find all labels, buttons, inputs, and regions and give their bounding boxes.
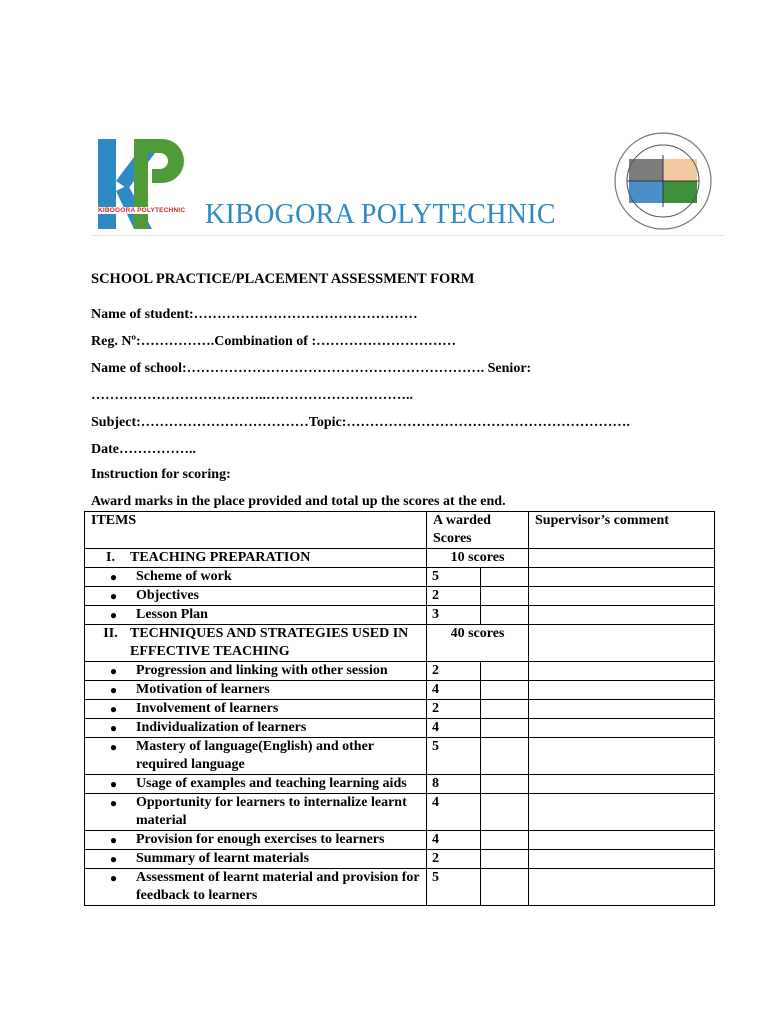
logo-caption: KIBOGORA POLYTECHNIC bbox=[98, 207, 186, 214]
bullet-icon: ● bbox=[109, 833, 118, 847]
bullet-icon: ● bbox=[109, 721, 118, 735]
table-row bbox=[85, 775, 715, 794]
table-row bbox=[85, 738, 715, 775]
bullet-icon: ● bbox=[109, 702, 118, 716]
institution-name: KIBOGORA POLYTECHNIC bbox=[205, 198, 556, 231]
bullet-icon: ● bbox=[109, 852, 118, 866]
item-label: Assessment of learnt material and provision for feedback to learners bbox=[136, 870, 420, 903]
awarded-score-cell[interactable] bbox=[481, 831, 529, 850]
awarded-score-cell[interactable] bbox=[481, 568, 529, 587]
awarded-score-cell[interactable] bbox=[481, 700, 529, 719]
table-row bbox=[85, 662, 715, 681]
section-row bbox=[85, 549, 715, 568]
awarded-score-cell[interactable] bbox=[481, 606, 529, 625]
comment-cell[interactable] bbox=[529, 662, 715, 681]
item-label: Summary of learnt materials bbox=[136, 851, 310, 866]
comment-cell[interactable] bbox=[529, 606, 715, 625]
awarded-score-cell[interactable] bbox=[481, 719, 529, 738]
table-row bbox=[85, 606, 715, 625]
item-label: Mastery of language(English) and other required language bbox=[136, 739, 374, 772]
header-items: ITEMS bbox=[85, 512, 427, 549]
kibogora-logo-icon bbox=[94, 133, 186, 233]
bullet-icon: ● bbox=[109, 740, 118, 754]
comment-cell[interactable] bbox=[529, 850, 715, 869]
senior-field-continuation[interactable]: ………………………………..………………………….. bbox=[91, 388, 413, 403]
comment-cell[interactable] bbox=[529, 738, 715, 775]
item-max-score: 2 bbox=[427, 662, 481, 681]
bullet-icon: ● bbox=[109, 570, 118, 584]
bullet-icon: ● bbox=[109, 871, 118, 885]
bullet-icon: ● bbox=[109, 796, 118, 810]
awarded-score-cell[interactable] bbox=[481, 681, 529, 700]
item-label: Involvement of learners bbox=[136, 701, 279, 716]
header-comment: Supervisor’s comment bbox=[529, 512, 715, 549]
table-row bbox=[85, 831, 715, 850]
awarded-score-cell[interactable] bbox=[481, 738, 529, 775]
awarded-score-cell[interactable] bbox=[481, 587, 529, 606]
comment-cell[interactable] bbox=[529, 681, 715, 700]
table-row bbox=[85, 587, 715, 606]
comment-cell[interactable] bbox=[529, 719, 715, 738]
comment-cell[interactable] bbox=[529, 587, 715, 606]
item-label: Provision for enough exercises to learners bbox=[136, 832, 385, 847]
scoring-instruction-heading: Instruction for scoring: bbox=[91, 467, 231, 482]
table-row bbox=[85, 700, 715, 719]
bullet-icon: ● bbox=[109, 608, 118, 622]
awarded-score-cell[interactable] bbox=[481, 794, 529, 831]
item-max-score: 4 bbox=[427, 831, 481, 850]
item-max-score: 5 bbox=[427, 869, 481, 906]
reg-number-field[interactable]: Reg. Nº:…………….Combination of :………………………… bbox=[91, 334, 457, 349]
item-label: Lesson Plan bbox=[136, 607, 208, 622]
item-label: Progression and linking with other session bbox=[136, 663, 388, 678]
comment-cell[interactable] bbox=[529, 568, 715, 587]
bullet-icon: ● bbox=[109, 683, 118, 697]
awarded-score-cell[interactable] bbox=[481, 850, 529, 869]
comment-cell[interactable] bbox=[529, 794, 715, 831]
comment-cell[interactable] bbox=[529, 625, 715, 662]
awarded-score-cell[interactable] bbox=[481, 775, 529, 794]
item-max-score: 2 bbox=[427, 850, 481, 869]
header-scores: A warded Scores bbox=[427, 512, 529, 549]
table-row bbox=[85, 719, 715, 738]
student-name-field[interactable]: Name of student:………………………………………… bbox=[91, 307, 418, 322]
awarded-score-cell[interactable] bbox=[481, 869, 529, 906]
bullet-icon: ● bbox=[109, 589, 118, 603]
table-row bbox=[85, 869, 715, 906]
item-max-score: 4 bbox=[427, 719, 481, 738]
scoring-instruction-text: Award marks in the place provided and total up the scores at the end. bbox=[91, 494, 506, 509]
section-row bbox=[85, 625, 715, 662]
section-numeral: I. bbox=[106, 550, 115, 565]
item-max-score: 8 bbox=[427, 775, 481, 794]
assessment-table bbox=[84, 511, 715, 906]
item-label: Scheme of work bbox=[136, 569, 232, 584]
bullet-icon: ● bbox=[109, 664, 118, 678]
table-row bbox=[85, 850, 715, 869]
bullet-icon: ● bbox=[109, 777, 118, 791]
date-field[interactable]: Date…………….. bbox=[91, 442, 196, 457]
item-max-score: 4 bbox=[427, 794, 481, 831]
table-row bbox=[85, 681, 715, 700]
item-label: Objectives bbox=[136, 588, 199, 603]
comment-cell[interactable] bbox=[529, 549, 715, 568]
section-max-score: 10 scores bbox=[427, 549, 529, 568]
item-max-score: 3 bbox=[427, 606, 481, 625]
table-row bbox=[85, 568, 715, 587]
item-label: Usage of examples and teaching learning aids bbox=[136, 776, 407, 791]
table-header-row bbox=[85, 512, 715, 549]
item-max-score: 5 bbox=[427, 738, 481, 775]
item-max-score: 4 bbox=[427, 681, 481, 700]
item-max-score: 2 bbox=[427, 587, 481, 606]
subject-topic-field[interactable]: Subject:………………………………Topic:……………………………………………………. bbox=[91, 415, 630, 430]
item-label: Opportunity for learners to internalize learnt material bbox=[136, 795, 407, 828]
section-max-score: 40 scores bbox=[427, 625, 529, 662]
section-numeral: II. bbox=[103, 626, 118, 641]
awarded-score-cell[interactable] bbox=[481, 662, 529, 681]
school-name-field[interactable]: Name of school:………………………………………………………. Senior: bbox=[91, 361, 532, 376]
comment-cell[interactable] bbox=[529, 869, 715, 906]
item-label: Individualization of learners bbox=[136, 720, 307, 735]
comment-cell[interactable] bbox=[529, 831, 715, 850]
item-max-score: 2 bbox=[427, 700, 481, 719]
section-title: TEACHING PREPARATION bbox=[130, 550, 311, 565]
institution-seal-icon bbox=[613, 131, 713, 231]
item-label: Motivation of learners bbox=[136, 682, 270, 697]
comment-cell[interactable] bbox=[529, 700, 715, 719]
section-title: TECHNIQUES AND STRATEGIES USED IN EFFECTIVE TEACHING bbox=[130, 626, 409, 659]
comment-cell[interactable] bbox=[529, 775, 715, 794]
item-max-score: 5 bbox=[427, 568, 481, 587]
letterhead bbox=[92, 127, 724, 236]
table-row bbox=[85, 794, 715, 831]
form-title: SCHOOL PRACTICE/PLACEMENT ASSESSMENT FORM bbox=[91, 271, 475, 287]
